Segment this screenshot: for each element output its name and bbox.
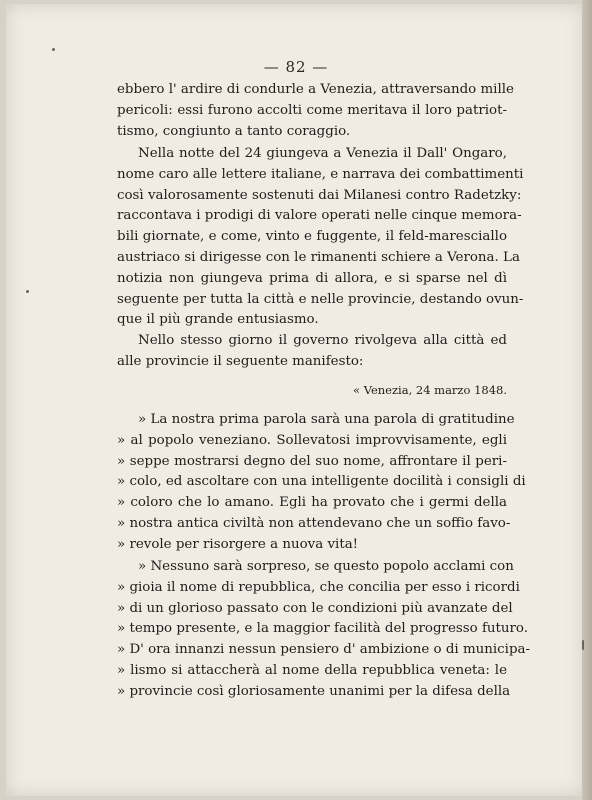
manifesto-paragraph-2 — [117, 557, 531, 703]
quote-line: » La nostra prima parola sarà una parola di gratitudine — [138, 412, 515, 427]
text-line: così valorosamente sostenuti dai Milanesi contro Radetzky: — [117, 187, 522, 203]
text-line: Nello stesso giorno il governo rivolgeva alla città ed — [138, 333, 507, 348]
manifesto-date: « Venezia, 24 marzo 1848. — [353, 383, 507, 397]
text-line: pericoli: essi furono accolti come meritava il loro patriot- — [117, 102, 507, 118]
paragraph-3 — [117, 331, 507, 373]
text-line: raccontava i prodigi di valore operati nelle cinque memora- — [117, 208, 522, 224]
quote-line: » Nessuno sarà sorpreso, se questo popolo acclami con — [138, 559, 514, 574]
paper-speck — [26, 290, 29, 293]
text-line: que il più grande entusiasmo. — [117, 312, 319, 328]
quote-line: » provincie così gloriosamente unanimi per la difesa della — [117, 683, 511, 699]
quote-line: » colo, ed ascoltare con una intelligente docilità i consigli di — [117, 474, 526, 490]
quote-line: » revole per risorgere a nuova vita! — [117, 536, 359, 552]
text-line: ebbero l' ardire di condurle a Venezia, attraversando mille — [117, 82, 514, 97]
paragraph-2 — [117, 144, 524, 331]
quote-line: » nostra antica civiltà non attendevano che un soffio favo- — [117, 515, 511, 531]
paper-speck — [582, 640, 584, 650]
page-edge — [582, 0, 592, 800]
text-line: bili giornate, e come, vinto e fuggente, il feld-maresciallo — [117, 229, 507, 245]
text-line: seguente per tutta la città e nelle provincie, destando ovun- — [117, 291, 524, 307]
quote-line: » gioia il nome di repubblica, che concilia per esso i ricordi — [117, 579, 520, 595]
paper-speck — [52, 48, 55, 51]
quote-line: » seppe mostrarsi degno del suo nome, affrontare il peri- — [117, 453, 507, 469]
text-line: nome caro alle lettere italiane, e narrava dei combattimenti — [117, 166, 524, 182]
text-line: Nella notte del 24 giungeva a Venezia il Dall' Ongaro, — [138, 146, 507, 161]
text-line: alle provincie il seguente manifesto: — [117, 353, 364, 369]
paragraph-1 — [117, 80, 514, 142]
quote-line: » tempo presente, e la maggior facilità del progresso futuro. — [117, 621, 529, 637]
text-line: notizia non giungeva prima di allora, e si sparse nel dì — [117, 270, 507, 286]
quote-line: » coloro che lo amano. Egli ha provato che i germi della — [117, 495, 507, 511]
text-line: tismo, congiunto a tanto coraggio. — [117, 123, 351, 139]
quote-line: » al popolo veneziano. Sollevatosi improvvisamente, egli — [117, 432, 507, 448]
quote-line: » di un glorioso passato con le condizioni più avanzate del — [117, 600, 513, 616]
text-line: austriaco si dirigesse con le rimanenti schiere a Verona. La — [117, 249, 520, 265]
quote-line: » lismo si attaccherà al nome della repubblica veneta: le — [117, 662, 507, 678]
page-number: — 82 — — [263, 58, 329, 76]
manifesto-paragraph-1 — [117, 410, 526, 556]
quote-line: » D' ora innanzi nessun pensiero d' ambizione o di municipa- — [117, 642, 531, 658]
